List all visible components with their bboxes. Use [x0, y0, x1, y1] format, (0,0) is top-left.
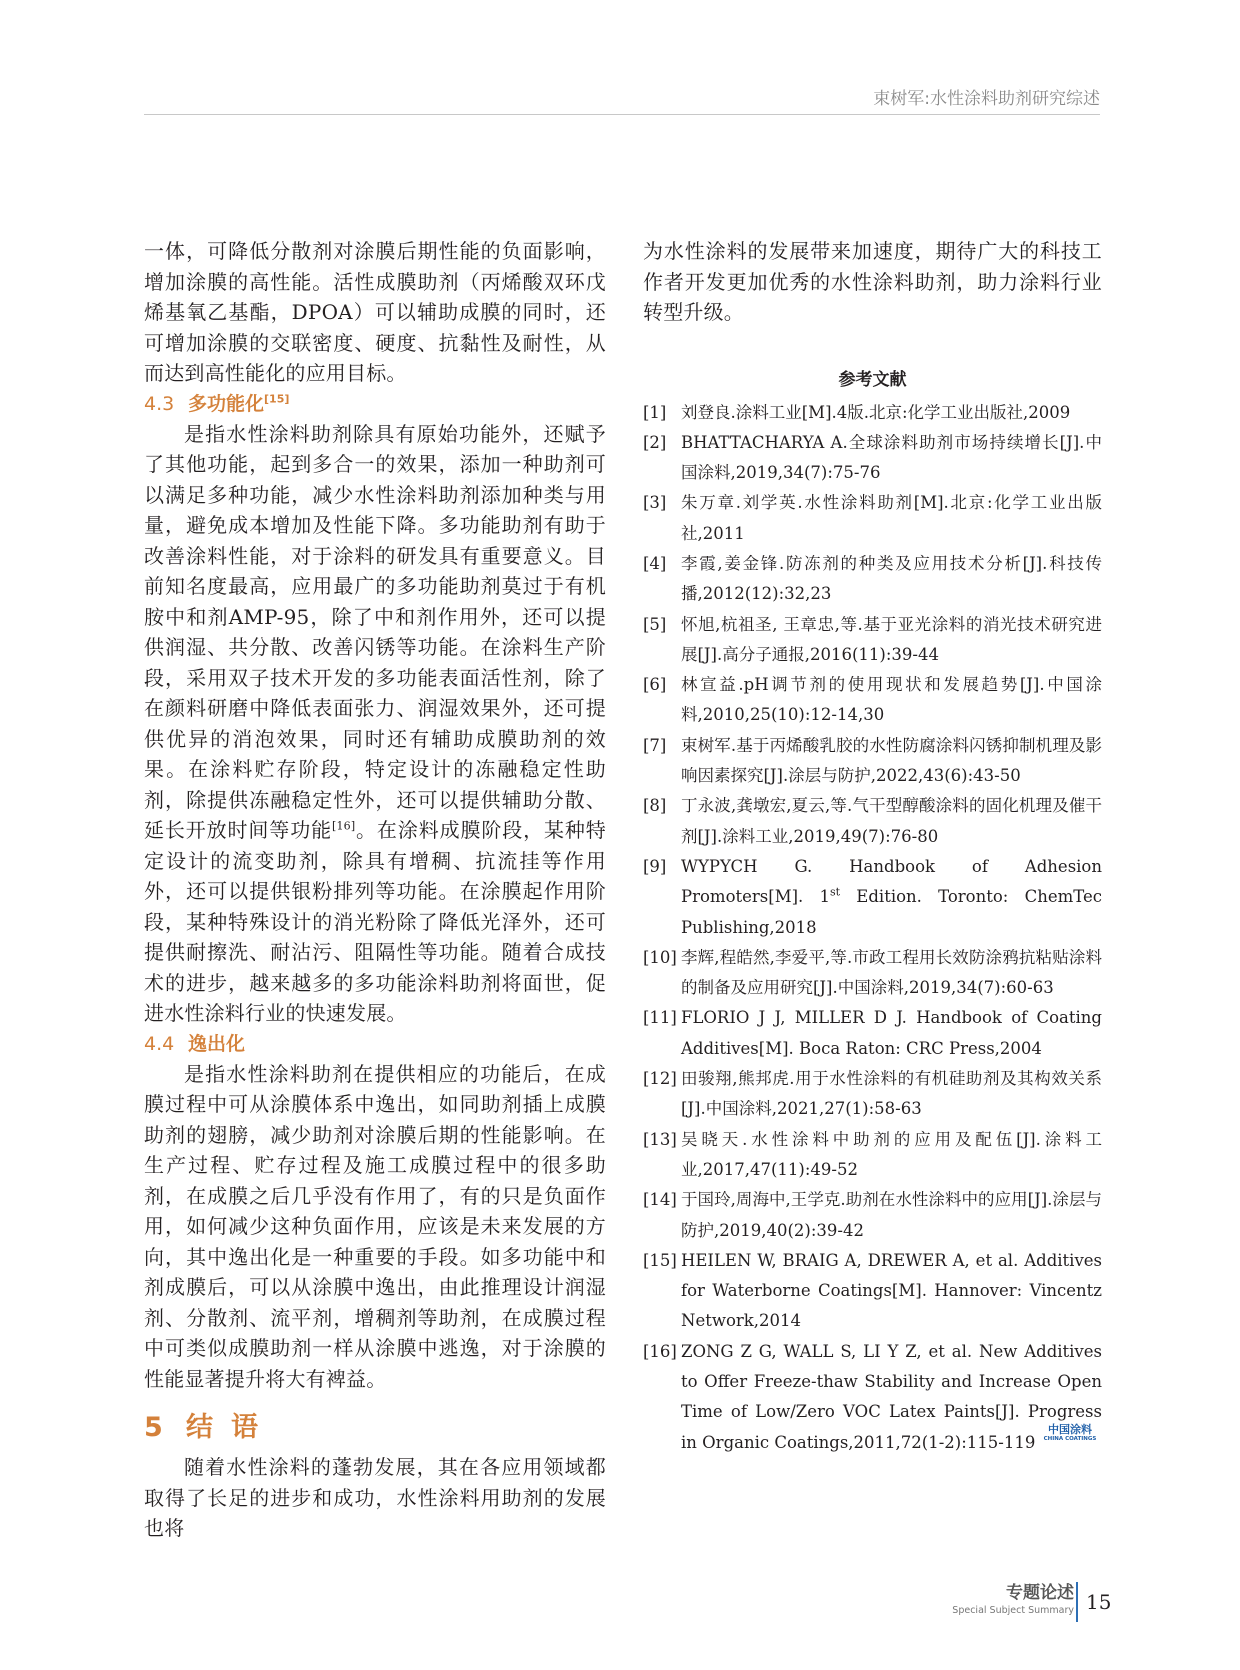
reference-item: [643, 549, 1102, 610]
reference-number: [12]: [643, 1069, 677, 1089]
logo-text-cn: 中国涂料: [1048, 1423, 1092, 1436]
section-number: 5: [144, 1412, 165, 1443]
section-number: 4.3: [144, 392, 175, 415]
reference-text: 李辉,程皓然,李爱平,等.市政工程用长效防涂鸦抗粘贴涂料的制备及应用研究[J].中国涂料,2019,34(7):60-63: [681, 947, 1102, 998]
reference-item: [643, 670, 1102, 731]
logo-text-en: CHINA COATINGS: [1043, 1436, 1097, 1442]
china-coatings-logo: [1040, 1424, 1100, 1443]
reference-text: 林宣益.pH调节剂的使用现状和发展趋势[J].中国涂料,2010,25(10):12-14,30: [681, 675, 1102, 725]
left-column: [144, 236, 606, 1544]
paragraph-text: 是指水性涂料助剂除具有原始功能外，还赋予了其他功能，起到多合一的效果，添加一种助剂可以满足多种功能，减少水性涂料助剂添加种类与用量，避免成本增加及性能下降。多功能助剂有助于改善涂料性能，对于涂料的研发具有重要意义。目前知名度最高，应用最广的多功能助剂莫过于有机胺中和剂AMP-95，除了中和剂作用外，还可以提供润湿、共分散、改善闪锈等功能。在涂料生产阶段，采用双子技术开发的多功能表面活性剂，除了在颜料研磨中降低表面张力、润湿效果外，还可提供优异的消泡效果，同时还有辅助成膜助剂的效果。在涂料贮存阶段，特定设计的冻融稳定性助剂，除提供冻融稳定性外，还可以提供辅助分散、延长开放时间等功能: [144, 421, 606, 842]
footer-divider: [1076, 1582, 1078, 1622]
reference-number: [14]: [643, 1190, 677, 1210]
paragraph-text: 。在涂料成膜阶段，某种特定设计的流变助剂，除具有增稠、抗流挂等作用外，还可以提供银粉排列等功能。在涂膜起作用阶段，某种特殊设计的消光粉除了降低光泽外，还可提供耐擦洗、耐沾污、阻隔性等功能。随着合成技术的进步，越来越多的多功能涂料助剂将面世，促进水性涂料行业的快速发展。: [144, 818, 606, 1025]
reference-item: [643, 791, 1102, 852]
paragraph: [144, 419, 606, 1029]
reference-text: 朱万章.刘学英.水性涂料助剂[M].北京:化学工业出版社,2011: [681, 493, 1102, 543]
section-title: 结语: [186, 1412, 276, 1443]
reference-number: [16]: [643, 1341, 677, 1361]
paragraph: 随着水性涂料的蓬勃发展，其在各应用领域都取得了长足的进步和成功，水性涂料用助剂的发展也将: [144, 1455, 606, 1540]
reference-text: 怀旭,杭祖圣, 王章忠,等.基于亚光涂料的消光技术研究进展[J].高分子通报,2016(11):39-44: [681, 614, 1102, 664]
reference-text: FLORIO J J, MILLER D J. Handbook of Coating Additives[M]. Boca Raton: CRC Press,2004: [681, 1008, 1102, 1058]
reference-text: [681, 852, 1102, 943]
reference-text: 丁永波,龚墩宏,夏云,等.气干型醇酸涂料的固化机理及催干剂[J].涂料工业,2019,49(7):76-80: [681, 796, 1102, 846]
superscript: st: [830, 885, 841, 899]
reference-item: [643, 852, 1102, 943]
reference-text: 刘登良.涂料工业[M].4版.北京:化学工业出版社,2009: [681, 402, 1071, 422]
citation: [16]: [331, 819, 356, 833]
reference-item: [643, 610, 1102, 671]
paragraph: 一体，可降低分散剂对涂膜后期性能的负面影响，增加涂膜的高性能。活性成膜助剂（丙烯酸双环戊烯基氧乙基酯，DPOA）可以辅助成膜的同时，还可增加涂膜的交联密度、硬度、抗黏性及耐性，从而达到高性能化的应用目标。: [144, 239, 606, 385]
reference-number: [8]: [643, 796, 667, 816]
reference-item: [643, 398, 1102, 428]
running-title: 束树军:水性涂料助剂研究综述: [873, 89, 1100, 109]
reference-number: [11]: [643, 1008, 677, 1028]
section-heading-5: [144, 1408, 606, 1448]
reference-item: [643, 1246, 1102, 1337]
reference-number: [4]: [643, 553, 667, 573]
reference-item: [643, 1064, 1102, 1125]
section-heading-4-4: [144, 1029, 606, 1059]
reference-text: 李霞,姜金锋.防冻剂的种类及应用技术分析[J].科技传播,2012(12):32,23: [681, 553, 1102, 604]
reference-text-part: Edition. Toronto: ChemTec Publishing,2018: [681, 887, 1102, 937]
reference-item: [643, 1337, 1102, 1458]
reference-item: [643, 1185, 1102, 1246]
reference-number: [15]: [643, 1250, 677, 1270]
paragraph: 是指水性涂料助剂在提供相应的功能后，在成膜过程中可从涂膜体系中逸出，如同助剂插上成膜助剂的翅膀，减少助剂对涂膜后期的性能影响。在生产过程、贮存过程及施工成膜过程中的很多助剂，在成膜之后几乎没有作用了，有的只是负面作用，如何减少这种负面作用，应该是未来发展的方向，其中逸出化是一种重要的手段。如多功能中和剂成膜后，可以从涂膜中逸出，由此推理设计润湿剂、分散剂、流平剂，增稠剂等助剂，在成膜过程中可类似成膜助剂一样从涂膜中逃逸，对于涂膜的性能显著提升将大有裨益。: [144, 1061, 606, 1391]
page-number: 15: [1086, 1590, 1112, 1614]
reference-text-part: WYPYCH G. Handbook of Adhesion Promoters[M]. 1: [681, 856, 1102, 907]
footer-section-en: Special Subject Summary: [952, 1605, 1074, 1616]
reference-number: [5]: [643, 614, 667, 634]
reference-item: [643, 1003, 1102, 1064]
reference-number: [13]: [643, 1129, 677, 1149]
reference-number: [6]: [643, 675, 667, 695]
reference-number: [1]: [643, 402, 667, 422]
reference-text: 束树军.基于丙烯酸乳胶的水性防腐涂料闪锈抑制机理及影响因素探究[J].涂层与防护,2022,43(6):43-50: [681, 735, 1102, 786]
footer-section-cn: 专题论述: [1006, 1583, 1074, 1603]
running-header: [144, 84, 1100, 115]
reference-number: [10]: [643, 947, 677, 967]
references-heading: 参考文献: [838, 369, 907, 390]
reference-number: [7]: [643, 735, 667, 755]
reference-item: [643, 428, 1102, 489]
section-title: 多功能化: [188, 392, 265, 415]
reference-number: [9]: [643, 856, 667, 876]
reference-number: [2]: [643, 432, 667, 452]
reference-text: 吴晓天.水性涂料中助剂的应用及配伍[J].涂料工业,2017,47(11):49-52: [681, 1129, 1102, 1179]
footer-section-label: [950, 1582, 1074, 1618]
right-column: [643, 236, 1102, 1458]
reference-list: [643, 398, 1102, 1458]
reference-number: [3]: [643, 493, 667, 513]
reference-item: [643, 943, 1102, 1004]
paragraph: 为水性涂料的发展带来加速度，期待广大的科技工作者开发更加优秀的水性涂料助剂，助力涂料行业转型升级。: [643, 239, 1102, 324]
section-heading-4-3: [144, 389, 606, 419]
reference-item: [643, 488, 1102, 549]
reference-text: 于国玲,周海中,王学克.助剂在水性涂料中的应用[J].涂层与防护,2019,40(2):39-42: [681, 1190, 1102, 1240]
reference-text: 田骏翔,熊邦虎.用于水性涂料的有机硅助剂及其构效关系[J].中国涂料,2021,27(1):58-63: [681, 1069, 1102, 1119]
citation: [15]: [264, 392, 290, 406]
reference-text: HEILEN W, BRAIG A, DREWER A, et al. Additives for Waterborne Coatings[M]. Hannover: Vincentz Network,2014: [681, 1250, 1102, 1331]
section-title: 逸出化: [188, 1032, 246, 1055]
reference-item: [643, 1125, 1102, 1186]
reference-text: ZONG Z G, WALL S, LI Y Z, et al. New Additives to Offer Freeze-thaw Stability and Increase Open Time of Low/Zero VOC Latex Paints[J]. Progress in Organic Coatings,2011,72(1-2):115-119: [681, 1341, 1102, 1452]
reference-item: [643, 731, 1102, 792]
reference-text: BHATTACHARYA A.全球涂料助剂市场持续增长[J].中国涂料,2019,34(7):75-76: [681, 432, 1102, 483]
section-number: 4.4: [144, 1032, 175, 1055]
